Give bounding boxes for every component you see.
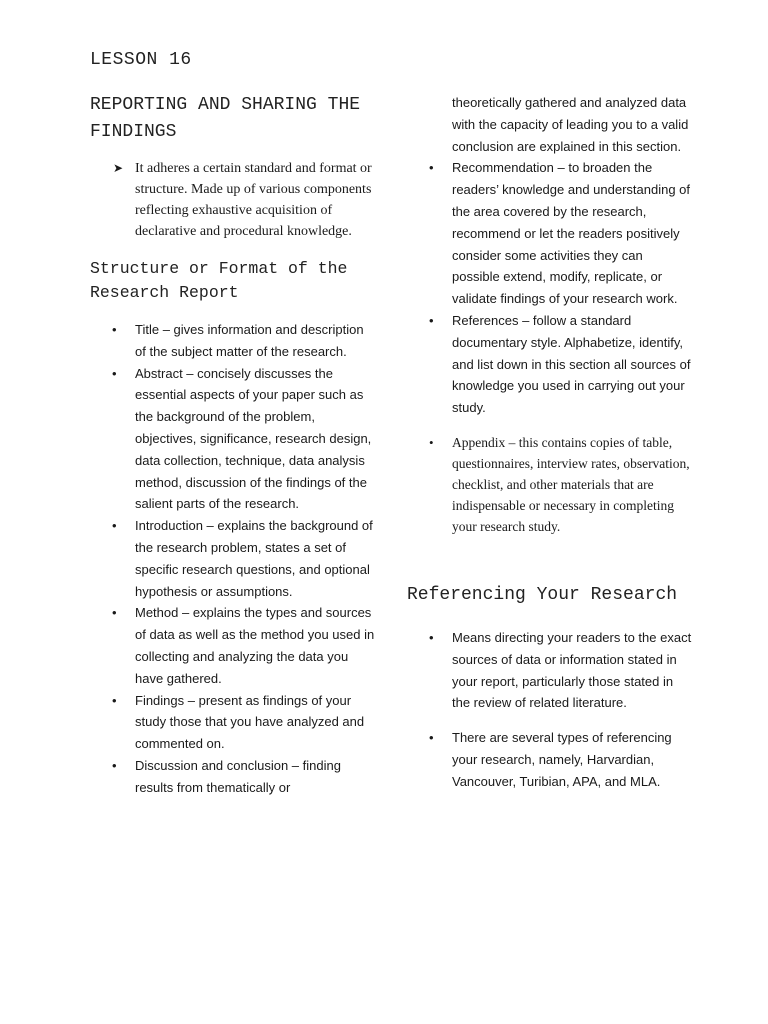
- bullet-icon: •: [112, 322, 117, 337]
- bullet-icon: •: [429, 312, 434, 328]
- intro-list: [90, 158, 375, 242]
- bullet-icon: •: [429, 434, 434, 450]
- arrow-bullet-icon: ➤: [113, 161, 124, 175]
- item-text: There are several types of referencing your research, namely, Harvardian, Vancouver, Turibian, APA, and MLA.: [452, 730, 672, 789]
- appendix-list: [407, 432, 692, 537]
- bullet-icon: •: [429, 160, 434, 176]
- bullet-icon: •: [112, 518, 117, 534]
- list-item: [407, 727, 692, 792]
- list-item: [90, 755, 375, 799]
- list-item: [90, 363, 375, 516]
- item-text: Findings – present as findings of your study those that you have analyzed and commented on.: [135, 692, 365, 752]
- list-item: [407, 157, 692, 310]
- list-item: [407, 627, 692, 714]
- bullet-icon: •: [112, 757, 117, 773]
- list-item: [407, 432, 692, 537]
- item-text: Title – gives information and description of the subject matter of the research.: [135, 322, 364, 359]
- list-item: [90, 690, 375, 755]
- item-text: Recommendation – to broaden the readers’ knowledge and understanding of the area covered by the research, recommend or let the readers positively consider some activities they can possible extend, modify, replicate, or validate findings of your research work.: [452, 160, 691, 307]
- item-text: References – follow a standard documentary style. Alphabetize, identify, and list down in this section all sources of knowledge you used in carrying out your study.: [452, 312, 691, 416]
- list-item: [407, 310, 692, 419]
- right-column: [407, 92, 692, 793]
- list-item: [90, 319, 375, 363]
- continuation-text: theoretically gathered and analyzed data with the capacity of leading you to a valid conclusion are explained in this section.: [452, 95, 689, 154]
- item-text: Abstract – concisely discusses the essential aspects of your paper such as the background of the problem, objectives, significance, research design, data collection, technique, data analysis method, discussion of the findings of the salient parts of the research.: [135, 365, 372, 512]
- bullet-icon: •: [112, 605, 117, 621]
- item-text: Introduction – explains the background of the research problem, states a set of specific research questions, and optional hypothesis or assumptions.: [135, 518, 373, 599]
- main-heading: REPORTING AND SHARING THE FINDINGS: [90, 95, 361, 142]
- structure-heading: Structure or Format of the Research Report: [90, 259, 348, 302]
- intro-text: It adheres a certain standard and format or structure. Made up of various components reflecting exhaustive acquisition of declarative and procedural knowledge.: [135, 161, 372, 239]
- item-text: Means directing your readers to the exact sources of data or information stated in your report, particularly those stated in the review of related literature.: [452, 629, 692, 711]
- referencing-list: [407, 627, 692, 793]
- structure-list: [90, 319, 375, 799]
- lesson-label: LESSON 16: [90, 50, 192, 70]
- item-text: Appendix – this contains copies of table, questionnaires, interview rates, observation, checklist, and other materials that are indispensable or necessary in completing your research study.: [452, 434, 690, 534]
- bullet-icon: •: [112, 692, 117, 708]
- item-text: Discussion and conclusion – finding results from thematically or: [135, 757, 341, 795]
- structure-list-continued: [407, 157, 692, 419]
- intro-item: [90, 158, 375, 242]
- bullet-icon: •: [112, 365, 117, 381]
- list-item: [90, 515, 375, 602]
- item-text: Method – explains the types and sources of data as well as the method you used in collecting and analyzing the data you have gathered.: [135, 605, 375, 686]
- left-column: [90, 44, 375, 799]
- bullet-icon: •: [429, 629, 434, 645]
- list-item: [90, 602, 375, 689]
- referencing-heading: Referencing Your Research: [407, 584, 678, 605]
- bullet-icon: •: [429, 730, 434, 746]
